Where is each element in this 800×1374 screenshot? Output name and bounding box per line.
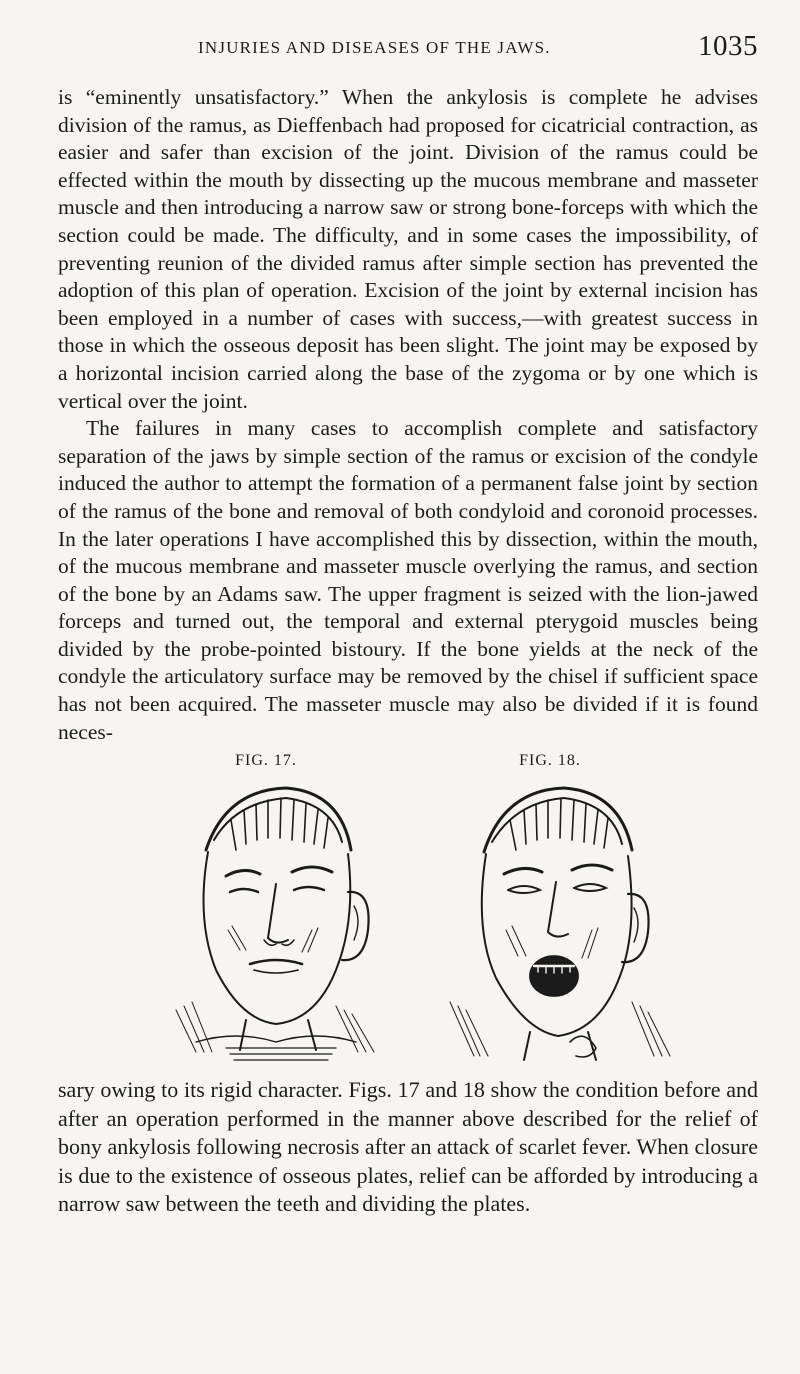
book-page [58, 0, 758, 1374]
figure-18-caption: FIG. 18. [519, 752, 581, 769]
figure-18 [420, 752, 680, 1062]
running-head-title: INJURIES AND DISEASES OF THE JAWS. [198, 38, 551, 57]
page-number: 1035 [698, 30, 758, 62]
body-text-top [58, 84, 758, 746]
paragraph-1: is “eminently unsatisfactory.” When the ankylosis is complete he advises division of the ramus, as Dieffenbach had proposed for cicatricial contraction, as easier and safer than excision of the joint. Division of the ramus could be effected within the mouth by dissecting up the mucous membrane and masseter muscle and then introducing a narrow saw or strong bone-forceps with which the section could be made. The difficulty, and in some cases the impossibility, of preventing reunion of the divided ramus after simple section has prevented the adoption of this plan of operation. Excision of the joint by external incision has been employed in a number of cases with success,—with greatest success in those in which the osseous deposit has been slight. The joint may be exposed by a horizontal incision carried along the base of the zygoma or by one which is vertical over the joint. [58, 85, 758, 413]
paragraph-2: The failures in many cases to accomplish complete and satisfactory separation of the jaws by simple section of the ramus or excision of the condyle induced the author to attempt the formation of a permanent false joint by section of the ramus of the bone and removal of both condyloid and coronoid processes. In the later operations I have accomplished this by dissection, within the mouth, of the mucous membrane and masseter muscle overlying the ramus, and section of the bone by an Adams saw. The upper fragment is seized with the lion-jawed forceps and turned out, the temporal and external pterygoid muscles being divided by the probe-pointed bistoury. If the bone yields at the neck of the condyle the articulatory surface may be removed by the chisel if sufficient space has not been acquired. The masseter muscle may also be divided if it is found neces- [58, 416, 758, 744]
running-head [58, 30, 758, 70]
figure-17 [136, 752, 396, 1062]
body-text-bottom [58, 1076, 758, 1219]
figure-17-caption: FIG. 17. [235, 752, 297, 769]
figures-row [58, 752, 758, 1062]
figure-17-illustration [136, 780, 396, 1062]
figure-18-illustration [420, 780, 680, 1062]
paragraph-3: sary owing to its rigid character. Figs. 17 and 18 show the condition before and after an operation performed in the manner above described for the relief of bony ankylosis following necrosis after an attack of scarlet fever. When closure is due to the existence of osseous plates, relief can be afforded by introducing a narrow saw between the teeth and dividing the plates. [58, 1077, 758, 1217]
